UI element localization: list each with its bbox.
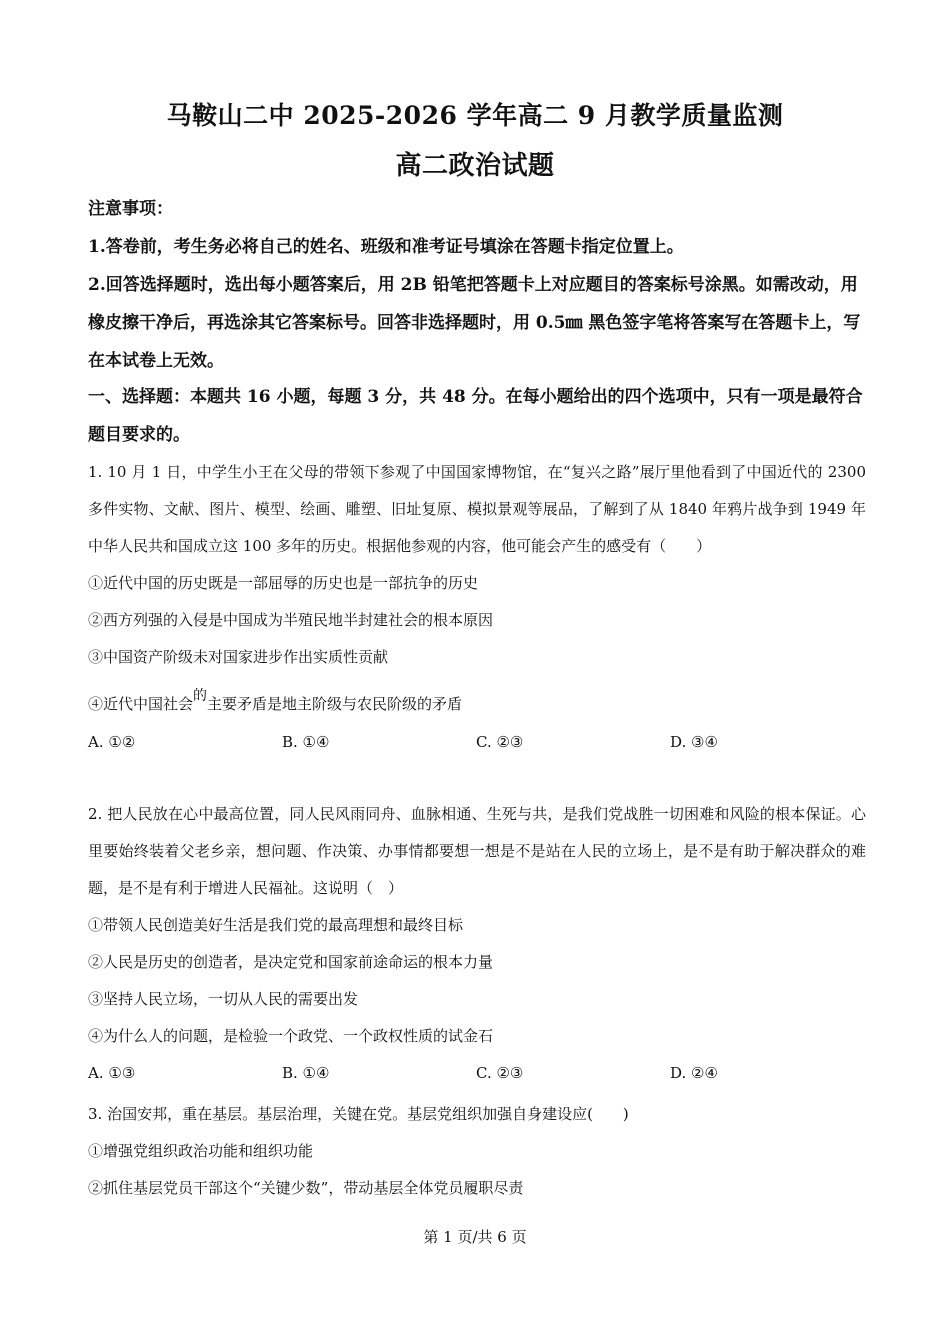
statement-item — [88, 686, 866, 724]
option-d: D. ②④ — [670, 1064, 718, 1082]
statement-item: ②抓住基层党员干部这个“关键少数”，带动基层全体党员履职尽责 — [88, 1179, 524, 1197]
statement-item: ②人民是历史的创造者，是决定党和国家前途命运的根本力量 — [88, 953, 494, 971]
statement-item: ①近代中国的历史既是一部屈辱的历史也是一部抗争的历史 — [88, 574, 479, 592]
notice-item: 1.答卷前，考生务必将自己的姓名、班级和准考证号填涂在答题卡指定位置上。 — [88, 237, 684, 257]
statement-text: 主要矛盾是地主阶级与农民阶级的矛盾 — [207, 695, 463, 713]
notice-list — [88, 228, 868, 380]
statement-item: ④为什么人的问题，是检验一个政党、一个政权性质的试金石 — [88, 1027, 494, 1045]
answer-options — [88, 724, 866, 761]
question-stem: 3. 治国安邦，重在基层。基层治理，关键在党。基层党组织加强自身建设应( ) — [88, 1105, 629, 1123]
option-b: B. ①④ — [282, 733, 330, 751]
option-d: D. ③④ — [670, 733, 718, 751]
statement-item: ②西方列强的入侵是中国成为半殖民地半封建社会的根本原因 — [88, 611, 494, 629]
option-a: A. ①③ — [88, 1064, 136, 1082]
notice-item: 2.回答选择题时，选出每小题答案后，用 2B 铅笔把答题卡上对应题目的答案标号涂黑。如需改动，用橡皮擦干净后，再选涂其它答案标号。回答非选择题时，用 0.5㎜ 黑色签字笔将答案写在答题卡上，写在本试卷上无效。 — [88, 275, 861, 371]
page-number: 第 1 页/共 6 页 — [423, 1228, 527, 1246]
question-3 — [88, 1096, 866, 1207]
answer-options — [88, 1055, 866, 1092]
statement-text: ④近代中国社会 — [88, 695, 194, 713]
notice-heading: 注意事项： — [88, 199, 173, 219]
question-stem: 1. 10 月 1 日，中学生小王在父母的带领下参观了中国国家博物馆，在“复兴之路”展厅里他看到了中国近代的 2300 多件实物、文献、图片、模型、绘画、雕塑、旧址复原、模拟景观等展品，了解到了从 1840 年鸦片战争到 1949 年中华人民共和国成立这 100 多年的历史。根据他参观的内容，他可能会产生的感受有（ ） — [88, 463, 866, 555]
option-c: C. ②③ — [476, 733, 524, 751]
question-stem: 2. 把人民放在心中最高位置，同人民风雨同舟、血脉相通、生死与共，是我们党战胜一切困难和风险的根本保证。心里要始终装着父老乡亲，想问题、作决策、办事情都要想一想是不是站在人民的立场上，是不是有助于解决群众的难题，是不是有利于增进人民福祉。这说明（ ） — [88, 805, 866, 897]
option-a: A. ①② — [88, 733, 136, 751]
section-heading: 一、选择题：本题共 16 小题，每题 3 分，共 48 分。在每小题给出的四个选项中，只有一项是最符合题目要求的。 — [88, 387, 863, 445]
superscript-char: 的 — [193, 688, 208, 704]
statement-item: ③中国资产阶级未对国家进步作出实质性贡献 — [88, 648, 389, 666]
exam-title: 马鞍山二中 2025-2026 学年高二 9 月教学质量监测 — [166, 101, 784, 130]
question-1 — [88, 454, 866, 761]
statement-item: ①带领人民创造美好生活是我们党的最高理想和最终目标 — [88, 916, 464, 934]
option-c: C. ②③ — [476, 1064, 524, 1082]
exam-subtitle: 高二政治试题 — [395, 151, 555, 181]
question-2 — [88, 796, 866, 1092]
statement-item: ③坚持人民立场，一切从人民的需要出发 — [88, 990, 359, 1008]
option-b: B. ①④ — [282, 1064, 330, 1082]
statement-item: ①增强党组织政治功能和组织功能 — [88, 1142, 314, 1160]
